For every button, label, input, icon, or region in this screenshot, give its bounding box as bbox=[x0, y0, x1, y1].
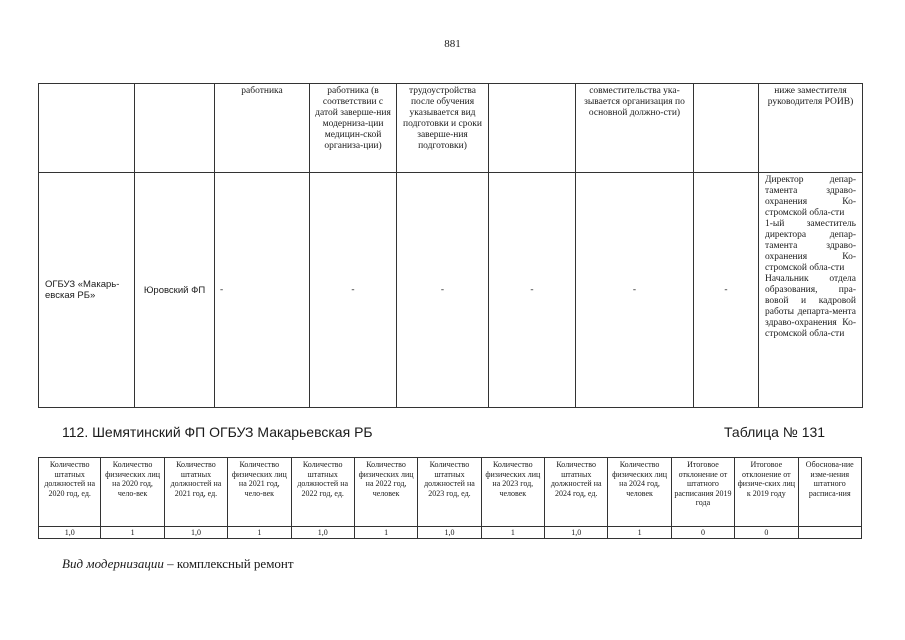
staff-value-cell: 1,0 bbox=[164, 527, 227, 539]
staff-value-cell: 1 bbox=[101, 527, 164, 539]
staff-header-cell: Количество физических лиц на 2022 год, человек bbox=[354, 458, 417, 527]
staff-header-cell: Количество штатных должностей на 2024 год, ед. bbox=[545, 458, 608, 527]
table-number: Таблица № 131 bbox=[724, 424, 826, 440]
header-cell: работника bbox=[215, 84, 310, 173]
staff-value-cell: 1,0 bbox=[39, 527, 101, 539]
staff-header-cell: Количество физических лиц на 2023 год, человек bbox=[481, 458, 544, 527]
fp-name-cell: Юровский ФП bbox=[135, 173, 215, 408]
staff-values-row bbox=[39, 527, 862, 539]
staff-header-cell: Количество физических лиц на 2021 год, чело-век bbox=[228, 458, 291, 527]
staff-header-cell: Количество штатных должностей на 2022 год, ед. bbox=[291, 458, 354, 527]
staff-header-cell: Итоговое отклонение от штатного расписания 2019 года bbox=[671, 458, 734, 527]
modernization-type bbox=[62, 556, 294, 572]
staff-header-cell: Количество штатных должностей на 2020 год, ед. bbox=[39, 458, 101, 527]
header-cell: трудоустройства после обучения указывается вид подготовки и сроки заверше-ния подготовки) bbox=[397, 84, 489, 173]
table-header-row bbox=[39, 84, 863, 173]
modernization-type-value: комплексный ремонт bbox=[176, 556, 294, 571]
responsible-person: 1-ый заместитель директора депар-тамента здраво-охранения Ко-стромской обла-сти bbox=[765, 219, 856, 273]
staff-value-cell: 0 bbox=[671, 527, 734, 539]
table-row bbox=[39, 173, 863, 408]
responsible-person: Директор депар-тамента здраво-охранения Ко-стромской обла-сти bbox=[765, 175, 856, 218]
dash-cell: - bbox=[694, 173, 759, 408]
responsible-persons-cell bbox=[759, 173, 863, 408]
modernization-type-label: Вид модернизации bbox=[62, 556, 164, 571]
staff-header-cell: Количество физических лиц на 2024 год, человек bbox=[608, 458, 671, 527]
staff-header-cell: Количество штатных должностей на 2023 год, ед. bbox=[418, 458, 481, 527]
header-cell bbox=[135, 84, 215, 173]
staff-header-cell: Итоговое отклонение от физиче-ских лиц к 2019 году bbox=[735, 458, 798, 527]
staff-value-cell: 1,0 bbox=[545, 527, 608, 539]
staff-header-row bbox=[39, 458, 862, 527]
section-title: 112. Шемятинский ФП ОГБУЗ Макарьевская РБ bbox=[62, 424, 373, 440]
staff-value-cell: 1 bbox=[481, 527, 544, 539]
page-number: 881 bbox=[444, 38, 461, 50]
responsibility-table bbox=[38, 83, 863, 408]
dash-cell: - bbox=[397, 173, 489, 408]
header-cell: совместительства ука-зывается организация по основной должно-сти) bbox=[576, 84, 694, 173]
staff-value-cell: 1 bbox=[354, 527, 417, 539]
staff-value-cell: 1,0 bbox=[291, 527, 354, 539]
staff-value-cell: 1 bbox=[608, 527, 671, 539]
header-cell bbox=[694, 84, 759, 173]
staff-value-cell: 1,0 bbox=[418, 527, 481, 539]
staff-value-cell: 0 bbox=[735, 527, 798, 539]
modernization-type-separator: – bbox=[163, 556, 177, 571]
staff-header-cell: Обоснова-ние изме-нения штатного расписа-ния bbox=[798, 458, 862, 527]
header-cell bbox=[489, 84, 576, 173]
staff-header-cell: Количество физических лиц на 2020 год, чело-век bbox=[101, 458, 164, 527]
dash-cell: - bbox=[489, 173, 576, 408]
staff-value-cell bbox=[798, 527, 862, 539]
header-cell bbox=[39, 84, 135, 173]
staff-header-cell: Количество штатных должностей на 2021 год, ед. bbox=[164, 458, 227, 527]
dash-cell: - bbox=[215, 173, 310, 408]
header-cell: ниже заместителя руководителя РОИВ) bbox=[759, 84, 863, 173]
dash-cell: - bbox=[576, 173, 694, 408]
dash-cell: - bbox=[310, 173, 397, 408]
organization-cell: ОГБУЗ «Макарь-евская РБ» bbox=[39, 173, 135, 408]
header-cell: работника (в соответствии с датой заверше-ния модерниза-ции медицин-ской организа-ции) bbox=[310, 84, 397, 173]
responsible-person: Начальник отдела образования, пра-вовой и кадровой работы департа-мента здраво-охранения Ко-стромской обла-сти bbox=[765, 274, 856, 339]
staff-table bbox=[38, 457, 862, 539]
staff-value-cell: 1 bbox=[228, 527, 291, 539]
